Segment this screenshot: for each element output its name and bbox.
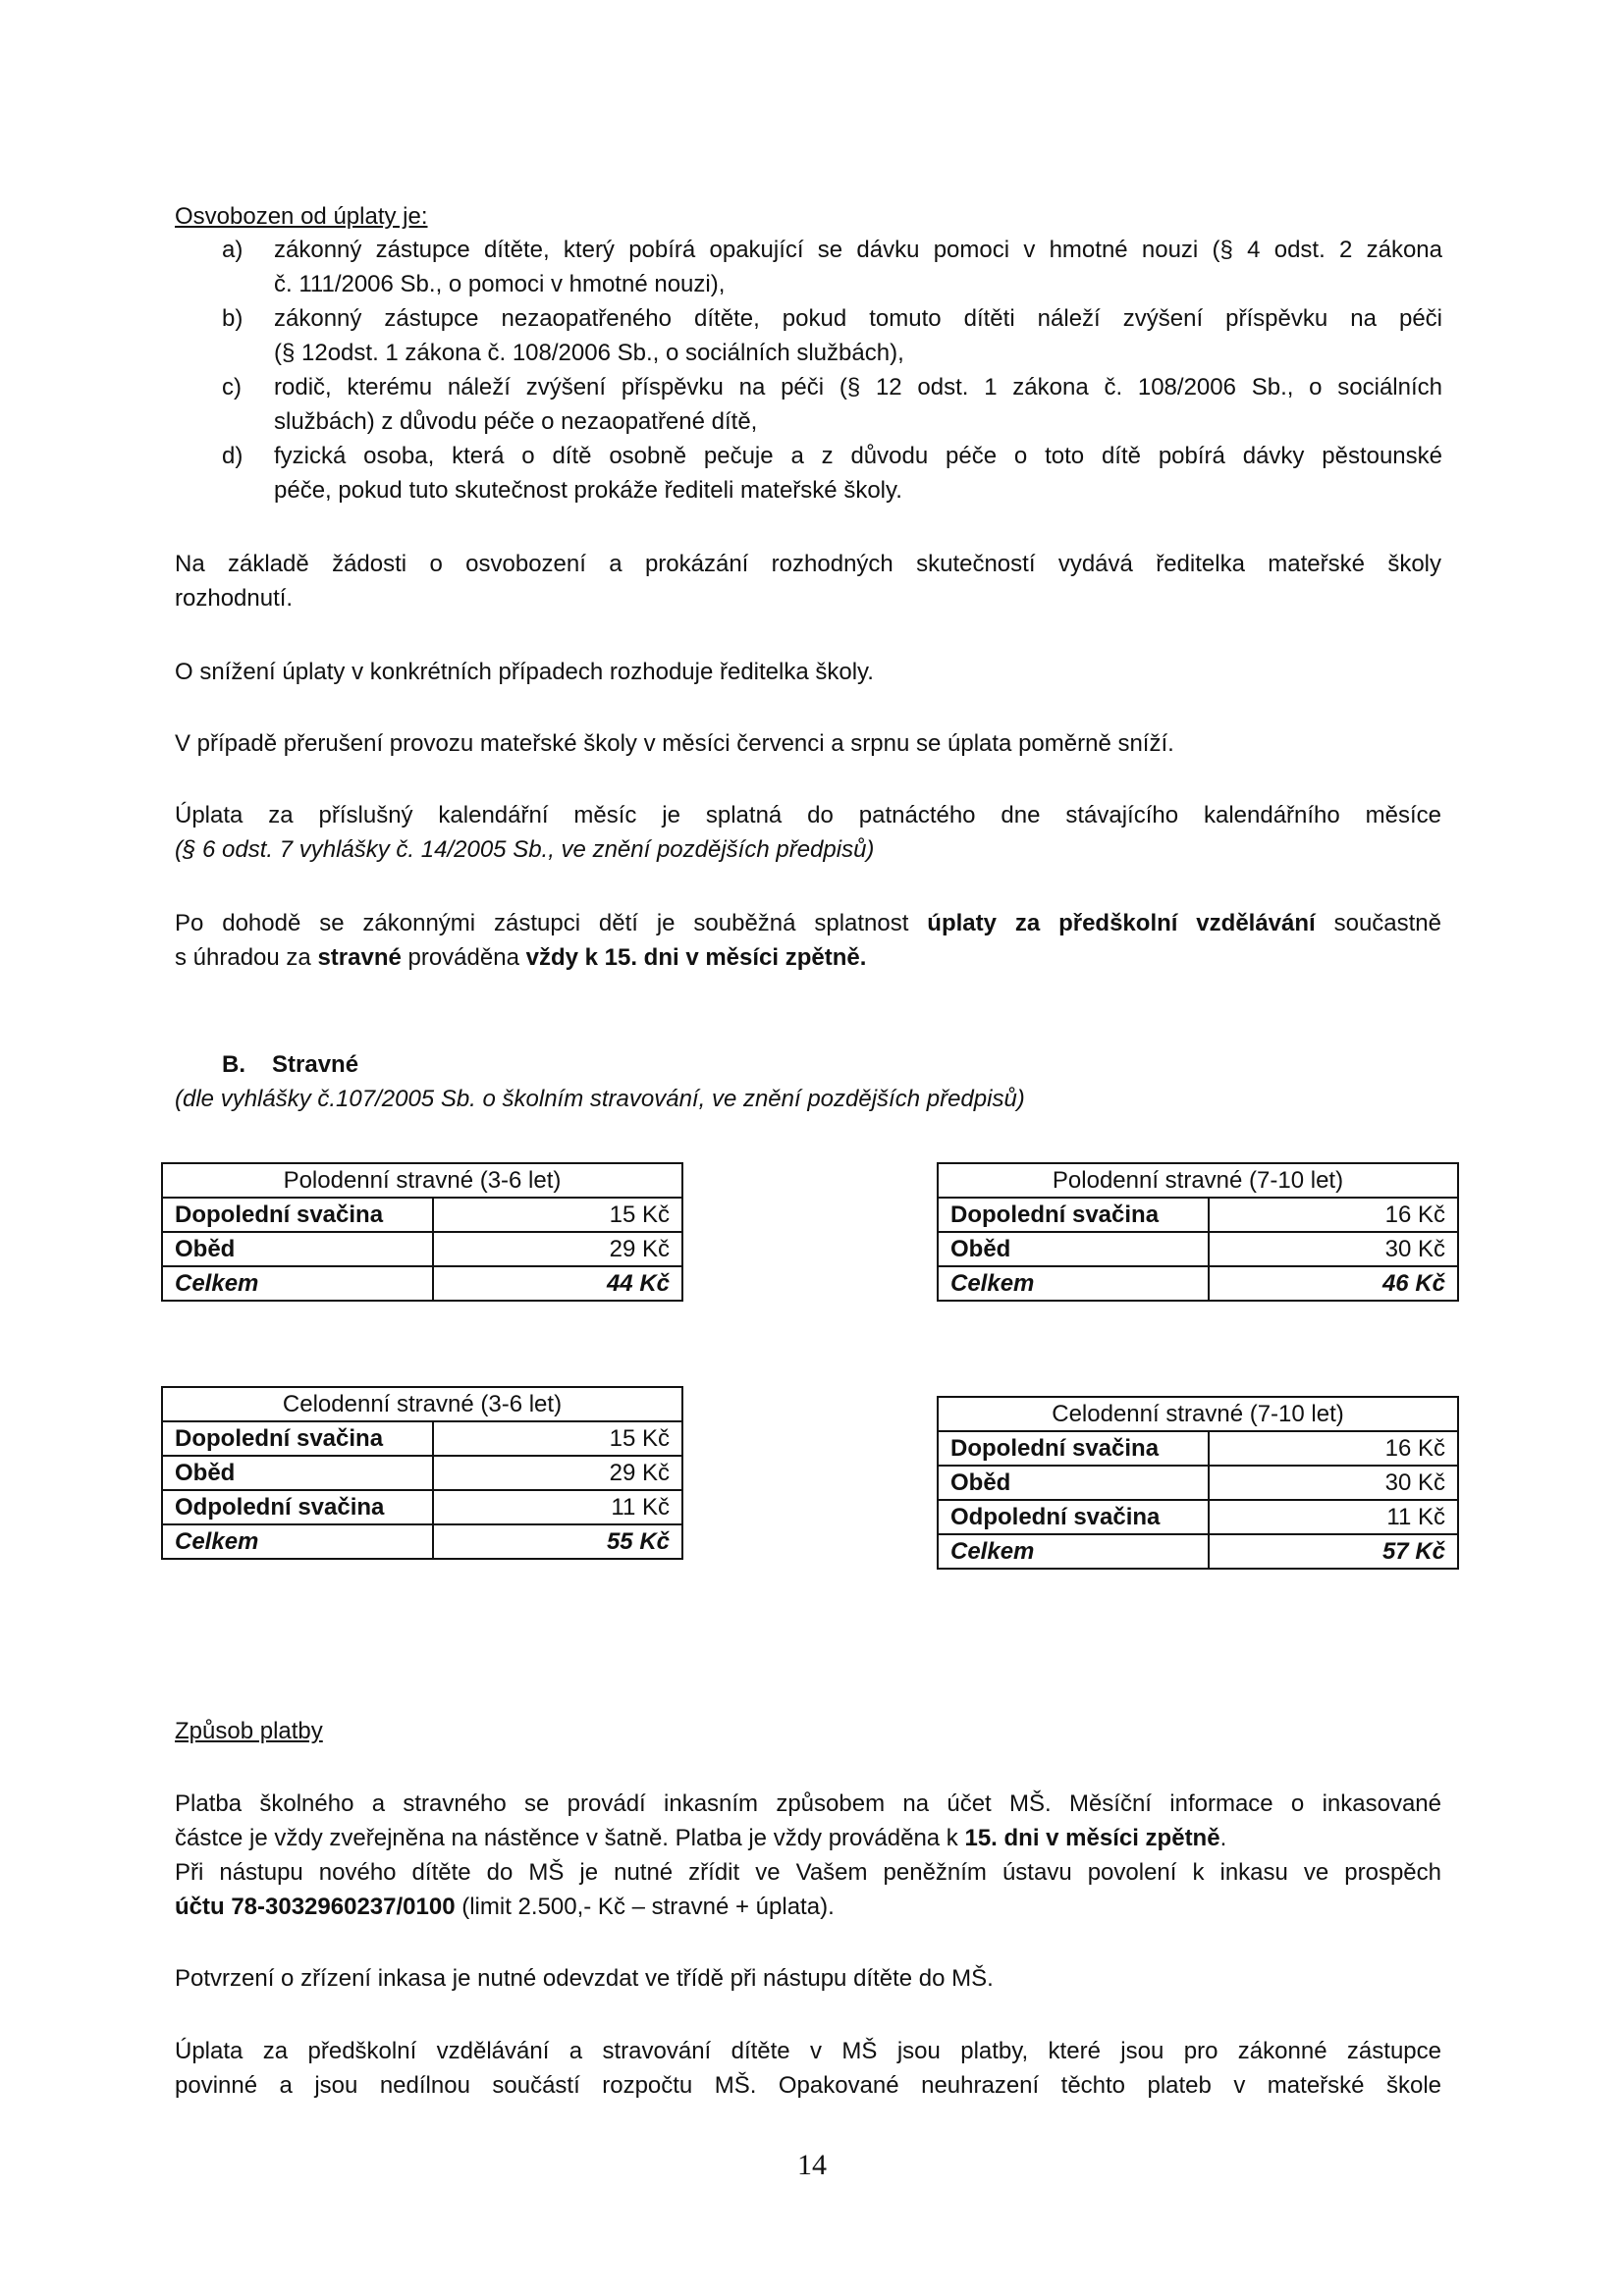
list-item-text: péče, pokud tuto skutečnost prokáže řediteli mateřské školy. xyxy=(274,477,902,504)
table-row xyxy=(938,1466,1458,1500)
table-total-row xyxy=(162,1524,682,1559)
table-cell: 11 Kč xyxy=(1209,1500,1458,1534)
meal-fee-table xyxy=(937,1396,1459,1570)
section-title: Stravné xyxy=(272,1051,359,1078)
table-row xyxy=(938,1500,1458,1534)
table-cell: Celkem xyxy=(162,1266,433,1301)
table-row xyxy=(938,1232,1458,1266)
table-cell: 16 Kč xyxy=(1209,1431,1458,1466)
table-cell: Oběd xyxy=(162,1232,433,1266)
table-cell: Celkem xyxy=(938,1534,1209,1569)
table-title: Polodenní stravné (7-10 let) xyxy=(938,1163,1458,1198)
paragraph xyxy=(175,1890,835,1925)
text-run: (limit 2.500,- Kč – stravné + úplata). xyxy=(455,1894,835,1920)
table-cell: Dopolední svačina xyxy=(938,1431,1209,1466)
table-cell: 29 Kč xyxy=(433,1456,682,1490)
table-row xyxy=(938,1431,1458,1466)
text-run: částce je vždy zveřejněna na nástěnce v šatně. Platba je vždy prováděna k xyxy=(175,1825,965,1851)
table-cell: 30 Kč xyxy=(1209,1232,1458,1266)
list-item-text: fyzická osoba, která o dítě osobně pečuje a z důvodu péče o toto dítě pobírá dávky pěstounské xyxy=(274,443,1442,469)
paragraph xyxy=(175,940,866,976)
table-title: Celodenní stravné (3-6 let) xyxy=(162,1387,682,1421)
table-row xyxy=(162,1198,682,1232)
text-run-bold: stravné xyxy=(317,944,402,971)
section-label: B. xyxy=(222,1051,245,1078)
table-row xyxy=(162,1232,682,1266)
paragraph: Úplata za příslušný kalendářní měsíc je splatná do patnáctého dne stávajícího kalendářního měsíce xyxy=(175,802,1441,828)
list-item-text: č. 111/2006 Sb., o pomoci v hmotné nouzi), xyxy=(274,271,726,297)
table-cell: 15 Kč xyxy=(433,1421,682,1456)
table-cell: 55 Kč xyxy=(433,1524,682,1559)
text-run: s úhradou za xyxy=(175,944,318,971)
table-title: Celodenní stravné (7-10 let) xyxy=(938,1397,1458,1431)
section-subtitle: (dle vyhlášky č.107/2005 Sb. o školním stravování, ve znění pozdějších předpisů) xyxy=(175,1086,1025,1112)
table-cell: Dopolední svačina xyxy=(938,1198,1209,1232)
list-marker: b) xyxy=(222,305,244,332)
table-cell: 30 Kč xyxy=(1209,1466,1458,1500)
table-row xyxy=(938,1198,1458,1232)
list-item-text: zákonný zástupce dítěte, který pobírá opakující se dávku pomoci v hmotné nouzi (§ 4 odst. 2 zákona xyxy=(274,237,1442,263)
table-row xyxy=(162,1421,682,1456)
table-cell: 44 Kč xyxy=(433,1266,682,1301)
account-number: účtu 78-3032960237/0100 xyxy=(175,1894,456,1920)
list-marker: a) xyxy=(222,237,244,263)
table-cell: Oběd xyxy=(938,1466,1209,1500)
table-total-row xyxy=(938,1266,1458,1301)
list-marker: c) xyxy=(222,374,242,400)
table-cell: Celkem xyxy=(162,1524,433,1559)
table-cell: 11 Kč xyxy=(433,1490,682,1524)
paragraph: V případě přerušení provozu mateřské školy v měsíci červenci a srpnu se úplata poměrně sníží. xyxy=(175,730,1174,757)
table-cell: Oběd xyxy=(938,1232,1209,1266)
payment-heading: Způsob platby xyxy=(175,1718,323,1744)
table-cell: 29 Kč xyxy=(433,1232,682,1266)
text-run-bold: vždy k 15. dni v měsíci zpětně. xyxy=(525,944,867,971)
meal-fee-table xyxy=(937,1162,1459,1302)
table-cell: Odpolední svačina xyxy=(938,1500,1209,1534)
list-marker: d) xyxy=(222,443,244,469)
meal-fee-table xyxy=(161,1162,683,1302)
table-title: Polodenní stravné (3-6 let) xyxy=(162,1163,682,1198)
paragraph xyxy=(175,1821,1226,1856)
table-cell: 16 Kč xyxy=(1209,1198,1458,1232)
paragraph: Při nástupu nového dítěte do MŠ je nutné zřídit ve Vašem peněžním ústavu povolení k inkasu ve prospěch xyxy=(175,1859,1441,1886)
exemption-heading: Osvobozen od úplaty je: xyxy=(175,203,428,230)
list-item-text: zákonný zástupce nezaopatřeného dítěte, pokud tomuto dítěti náleží zvýšení příspěvku na péči xyxy=(274,305,1442,332)
paragraph: O snížení úplaty v konkrétních případech rozhoduje ředitelka školy. xyxy=(175,659,874,685)
text-run-bold: 15. dni v měsíci zpětně xyxy=(964,1825,1220,1851)
table-row xyxy=(162,1456,682,1490)
meal-fee-table xyxy=(161,1386,683,1560)
list-item-text: (§ 12odst. 1 zákona č. 108/2006 Sb., o sociálních službách), xyxy=(274,340,904,366)
table-cell: 15 Kč xyxy=(433,1198,682,1232)
table-cell: Odpolední svačina xyxy=(162,1490,433,1524)
text-run: prováděna xyxy=(401,944,526,971)
table-total-row xyxy=(162,1266,682,1301)
text-run-bold: úplaty za předškolní vzdělávání xyxy=(927,910,1316,936)
legal-reference: (§ 6 odst. 7 vyhlášky č. 14/2005 Sb., ve znění pozdějších předpisů) xyxy=(175,836,875,863)
table-cell: 46 Kč xyxy=(1209,1266,1458,1301)
text-run: Po dohodě se zákonnými zástupci dětí je souběžná splatnost xyxy=(175,910,928,936)
list-item-text: službách) z důvodu péče o nezaopatřené dítě, xyxy=(274,408,758,435)
paragraph: Na základě žádosti o osvobození a prokázání rozhodných skutečností vydává ředitelka mateřské školy xyxy=(175,551,1441,577)
table-cell: Celkem xyxy=(938,1266,1209,1301)
page-number: 14 xyxy=(797,2149,827,2181)
text-run: . xyxy=(1219,1825,1227,1851)
paragraph: Potvrzení o zřízení inkasa je nutné odevzdat ve třídě při nástupu dítěte do MŠ. xyxy=(175,1965,994,1992)
paragraph: povinné a jsou nedílnou součástí rozpočtu MŠ. Opakované neuhrazení těchto plateb v mateřské škole xyxy=(175,2072,1441,2099)
paragraph: rozhodnutí. xyxy=(175,585,294,612)
text-run: součastně xyxy=(1315,910,1442,936)
paragraph xyxy=(175,906,1441,941)
table-total-row xyxy=(938,1534,1458,1569)
table-cell: Dopolední svačina xyxy=(162,1421,433,1456)
paragraph: Platba školného a stravného se provádí inkasním způsobem na účet MŠ. Měsíční informace o inkasované xyxy=(175,1790,1441,1817)
list-item-text: rodič, kterému náleží zvýšení příspěvku na péči (§ 12 odst. 1 zákona č. 108/2006 Sb., o sociálních xyxy=(274,374,1442,400)
table-cell: Dopolední svačina xyxy=(162,1198,433,1232)
paragraph: Úplata za předškolní vzdělávání a stravování dítěte v MŠ jsou platby, které jsou pro zákonné zástupce xyxy=(175,2038,1441,2064)
table-row xyxy=(162,1490,682,1524)
table-cell: 57 Kč xyxy=(1209,1534,1458,1569)
table-cell: Oběd xyxy=(162,1456,433,1490)
